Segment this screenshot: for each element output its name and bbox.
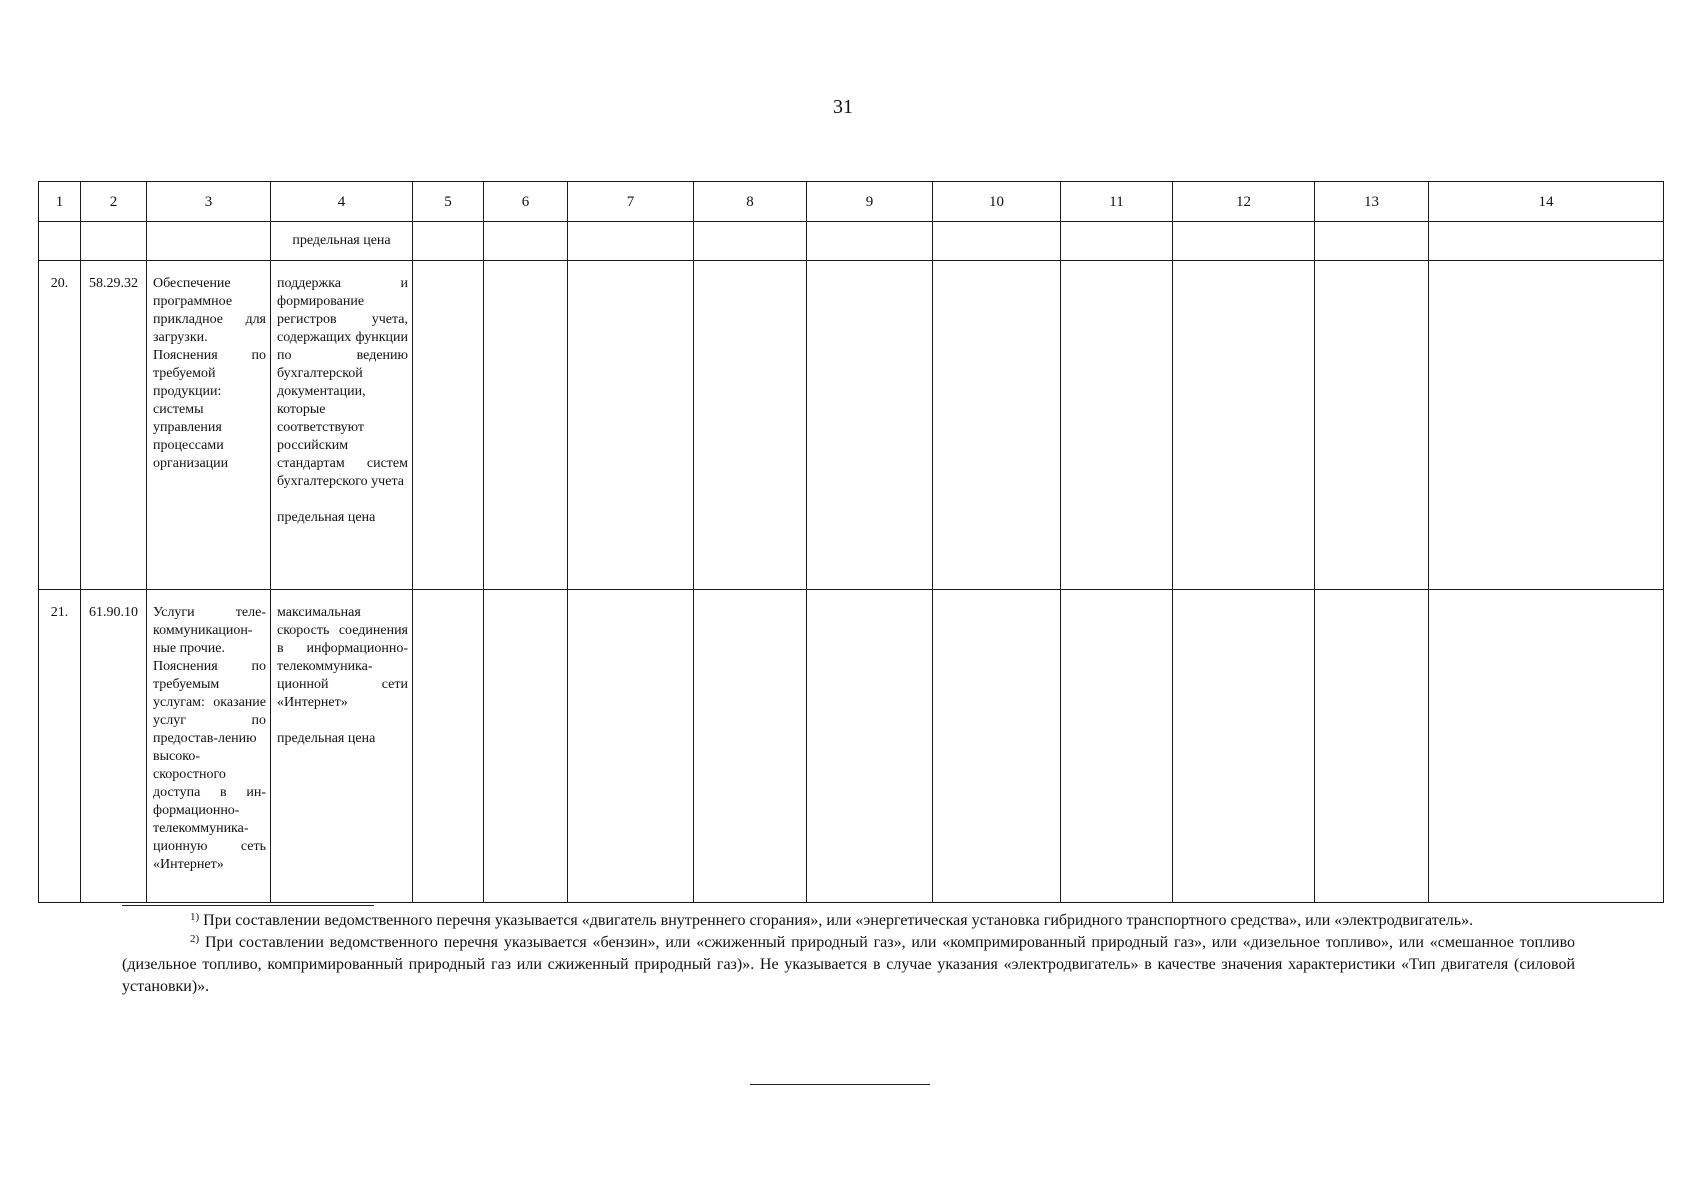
column-number: 11 xyxy=(1061,182,1173,222)
empty-cell xyxy=(1315,222,1429,261)
empty-cell xyxy=(1173,590,1315,903)
column-number: 13 xyxy=(1315,182,1429,222)
footnote-1 xyxy=(122,910,1575,932)
column-number-row xyxy=(39,182,1664,222)
empty-cell xyxy=(1315,261,1429,590)
footnote-mark: 2) xyxy=(190,933,200,945)
item-name: Услуги теле-коммуникацион-ные прочие. xyxy=(153,605,266,656)
footnote-separator xyxy=(122,905,374,906)
footnotes xyxy=(122,910,1575,998)
okpd-code: 58.29.32 xyxy=(81,261,147,590)
empty-cell xyxy=(147,222,271,261)
row-number: 21. xyxy=(39,590,81,903)
spacer xyxy=(277,712,408,730)
column-number: 5 xyxy=(413,182,484,222)
price-label: предельная цена xyxy=(271,222,413,261)
empty-cell xyxy=(39,222,81,261)
empty-cell xyxy=(1429,590,1664,903)
empty-cell xyxy=(568,222,694,261)
price-label: предельная цена xyxy=(277,731,376,746)
column-number: 10 xyxy=(933,182,1061,222)
item-name-cell xyxy=(147,261,271,590)
empty-cell xyxy=(694,590,807,903)
item-explanation: Пояснения по требуемым услугам: оказание услуг по предостав-лению высоко-скоростного доступа в ин-формационно-телекоммуника-ционную сеть «Интернет» xyxy=(153,659,266,872)
page-number: 31 xyxy=(833,96,853,118)
empty-cell xyxy=(807,222,933,261)
price-label: предельная цена xyxy=(277,510,376,525)
characteristic-cell xyxy=(271,261,413,590)
footnote-mark: 1) xyxy=(190,911,200,923)
empty-cell xyxy=(1429,222,1664,261)
empty-cell xyxy=(807,261,933,590)
column-number: 4 xyxy=(271,182,413,222)
procurement-table xyxy=(38,181,1664,903)
empty-cell xyxy=(81,222,147,261)
column-number: 3 xyxy=(147,182,271,222)
empty-cell xyxy=(694,222,807,261)
column-number: 2 xyxy=(81,182,147,222)
empty-cell xyxy=(484,222,568,261)
footnote-text: При составлении ведомственного перечня указывается «бензин», или «сжиженный природный газ», или «компримированный природный газ», или «дизельное топливо», или «смешанное топливо (дизельное топливо, компримированный природный газ или сжиженный природный газ)». Не указывается в случае указания «электродвигатель» в качестве значения характеристики «Тип двигателя (силовой установки)». xyxy=(122,934,1576,995)
row-number: 20. xyxy=(39,261,81,590)
empty-cell xyxy=(1315,590,1429,903)
spacer xyxy=(277,491,408,509)
empty-cell xyxy=(1429,261,1664,590)
end-separator xyxy=(750,1084,930,1085)
empty-cell xyxy=(568,590,694,903)
column-number: 8 xyxy=(694,182,807,222)
column-number: 14 xyxy=(1429,182,1664,222)
column-number: 1 xyxy=(39,182,81,222)
item-name: Обеспечение программное прикладное для загрузки. xyxy=(153,276,266,345)
item-name-cell xyxy=(147,590,271,903)
column-number: 9 xyxy=(807,182,933,222)
item-explanation: Пояснения по требуемой продукции: системы управления процессами организации xyxy=(153,348,266,471)
empty-cell xyxy=(1061,261,1173,590)
column-number: 7 xyxy=(568,182,694,222)
empty-cell xyxy=(694,261,807,590)
characteristic-text: максимальная скорость соединения в информационно-телекоммуника-ционной сети «Интернет» xyxy=(277,605,408,710)
empty-cell xyxy=(933,222,1061,261)
continuation-row xyxy=(39,222,1664,261)
empty-cell xyxy=(1061,590,1173,903)
characteristic-text: поддержка и формирование регистров учета, содержащих функции по ведению бухгалтерской документации, которые соответствуют российским стандартам систем бухгалтерского учета xyxy=(277,276,408,489)
empty-cell xyxy=(1173,222,1315,261)
empty-cell xyxy=(413,590,484,903)
empty-cell xyxy=(484,261,568,590)
empty-cell xyxy=(933,590,1061,903)
empty-cell xyxy=(413,222,484,261)
empty-cell xyxy=(1061,222,1173,261)
empty-cell xyxy=(933,261,1061,590)
empty-cell xyxy=(807,590,933,903)
okpd-code: 61.90.10 xyxy=(81,590,147,903)
empty-cell xyxy=(568,261,694,590)
footnote-2 xyxy=(122,932,1575,998)
empty-cell xyxy=(1173,261,1315,590)
table-row xyxy=(39,261,1664,590)
empty-cell xyxy=(484,590,568,903)
footnote-text: При составлении ведомственного перечня указывается «двигатель внутреннего сгорания», или «энергетическая установка гибридного транспортного средства», или «электродвигатель». xyxy=(203,912,1474,929)
table-row xyxy=(39,590,1664,903)
column-number: 6 xyxy=(484,182,568,222)
empty-cell xyxy=(413,261,484,590)
characteristic-cell xyxy=(271,590,413,903)
column-number: 12 xyxy=(1173,182,1315,222)
